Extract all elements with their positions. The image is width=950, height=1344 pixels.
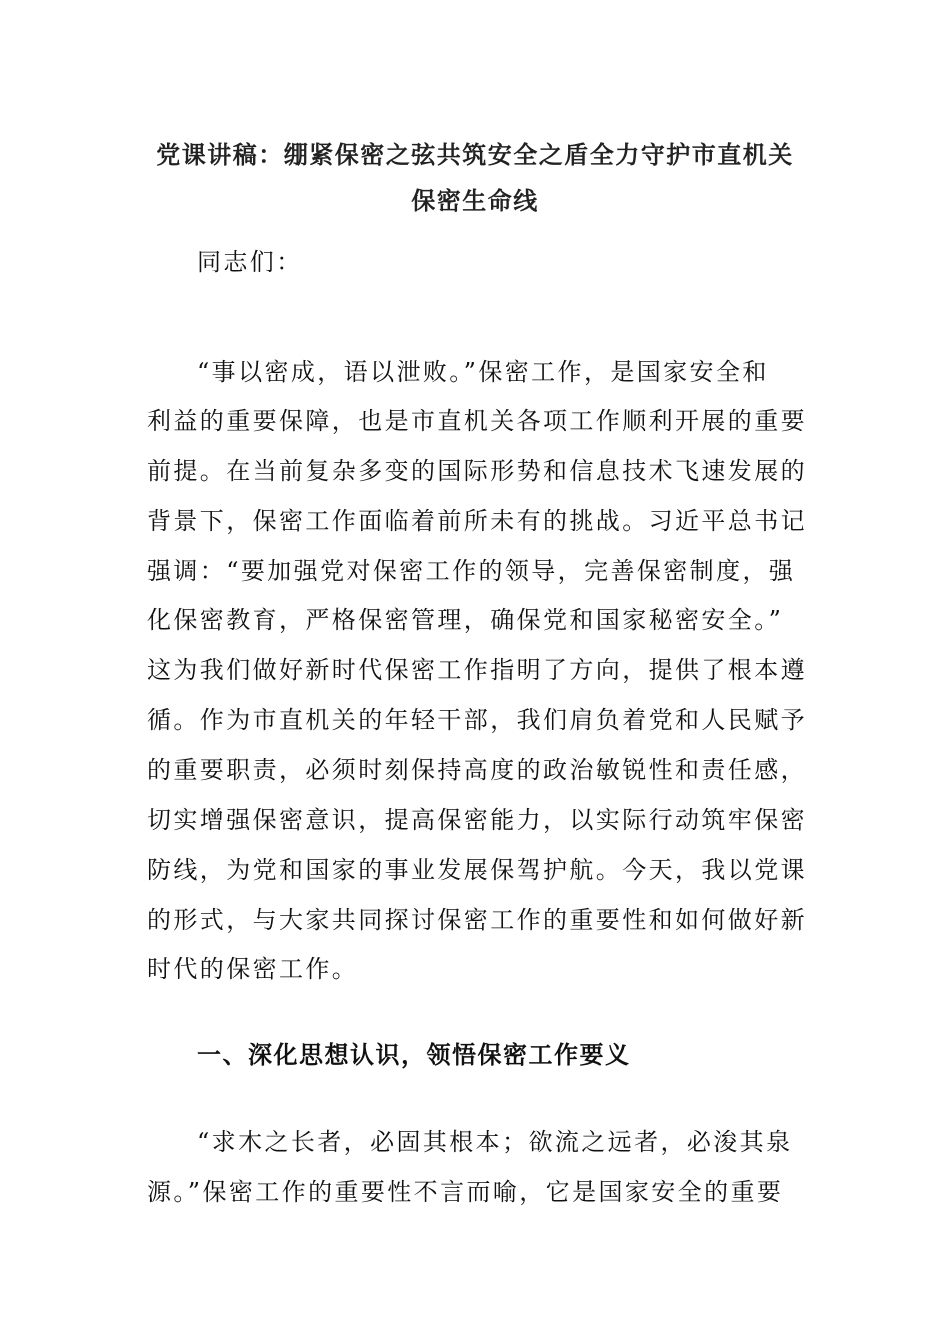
- text-line: 强调：“要加强党对保密工作的领导，完善保密制度，强: [147, 557, 796, 585]
- salutation: 同志们：: [197, 248, 303, 276]
- text-line: 前提。在当前复杂多变的国际形势和信息技术飞速发展的: [147, 457, 807, 485]
- text-line: 防线，为党和国家的事业发展保驾护航。今天，我以党课: [147, 856, 807, 884]
- text-line: 化保密教育，严格保密管理，确保党和国家秘密安全。”: [147, 606, 784, 634]
- text-line: 背景下，保密工作面临着前所未有的挑战。习近平总书记: [147, 507, 807, 535]
- text-line: 循。作为市直机关的年轻干部，我们肩负着党和人民赋予: [147, 706, 807, 734]
- text-line: 的重要职责，必须时刻保持高度的政治敏锐性和责任感，: [147, 756, 807, 784]
- text-line: 利益的重要保障，也是市直机关各项工作顺利开展的重要: [147, 407, 807, 435]
- text-line: “事以密成，语以泄败。”保密工作，是国家安全和: [197, 358, 769, 386]
- text-line: 这为我们做好新时代保密工作指明了方向，提供了根本遵: [147, 656, 807, 684]
- text-line: “求木之长者，必固其根本；欲流之远者，必浚其泉: [197, 1128, 793, 1156]
- text-line: 源。”保密工作的重要性不言而喻，它是国家安全的重要: [147, 1178, 784, 1206]
- section-heading-1: 一、深化思想认识，领悟保密工作要义: [197, 1041, 631, 1069]
- document-title-line-1: 党课讲稿：绷紧保密之弦共筑安全之盾全力守护市直机关: [156, 141, 794, 169]
- document-title-line-2: 保密生命线: [411, 187, 539, 215]
- text-line: 切实增强保密意识，提高保密能力，以实际行动筑牢保密: [147, 806, 807, 834]
- text-line: 时代的保密工作。: [147, 955, 359, 983]
- text-line: 的形式，与大家共同探讨保密工作的重要性和如何做好新: [147, 906, 807, 934]
